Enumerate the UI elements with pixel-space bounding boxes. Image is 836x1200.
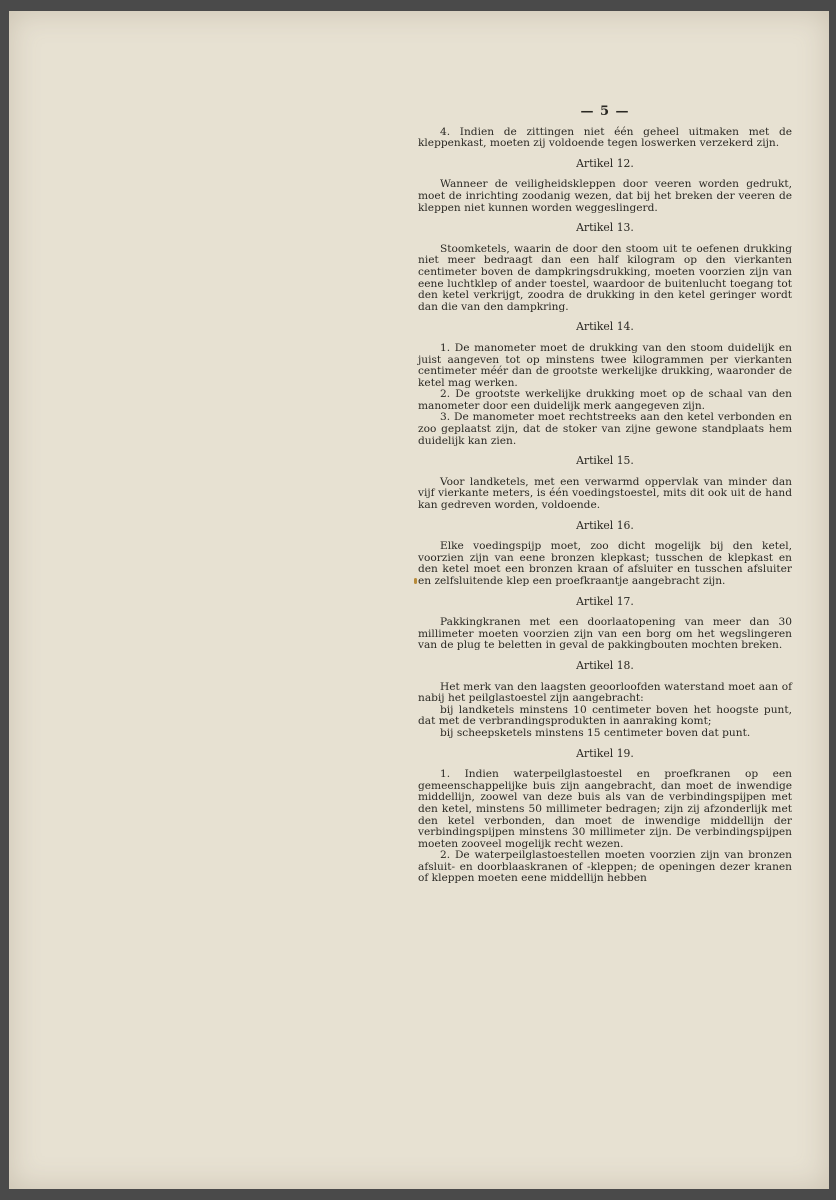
article-paragraph: bij landketels minstens 10 centimeter boven het hoogste punt, dat met de verbrandingsprodukten in aanraking komt;: [418, 703, 792, 728]
text-column: [418, 106, 792, 885]
article-heading: Artikel 15.: [576, 454, 634, 468]
document-page: [9, 11, 829, 1189]
article-section: [418, 158, 792, 214]
ink-spot: [414, 578, 417, 584]
article-section: [418, 660, 792, 740]
article-section: [418, 321, 792, 447]
article-section: [418, 520, 792, 588]
article-heading: Artikel 19.: [576, 746, 634, 760]
article-paragraph: Wanneer de veiligheidskleppen door veeren worden gedrukt, moet de inrichting zoodanig wezen, dat bij het breken der veeren de kleppen niet kunnen worden weggeslingerd.: [418, 178, 792, 214]
article-section: [418, 748, 792, 886]
article-paragraph: 1. Indien waterpeilglastoestel en proefkranen op een gemeenschappelijke buis zijn aangebracht, dan moet de inwendige middellijn, zoowel van deze buis als van de verbindingspijpen met den ketel, minstens 50 millimeter bedragen; zijn zij afzonderlijk met den ketel verbonden, dan moet de inwendige middellijn der verbindingspijpen minstens 30 millimeter zijn. De verbindingspijpen moeten zooveel mogelijk recht wezen.: [418, 768, 792, 850]
article-paragraph: Het merk van den laagsten geoorloofden waterstand moet aan of nabij het peilglastoestel zijn aangebracht:: [418, 680, 792, 705]
article-paragraph: Stoomketels, waarin de door den stoom uit te oefenen drukking niet meer bedraagt dan een half kilogram op den vierkanten centimeter boven de dampkringsdrukking, moeten voorzien zijn van eene luchtklep of ander toestel, waardoor de buitenlucht toegang tot den ketel verkrijgt, zoodra de drukking in den ketel geringer wordt dan die van den dampkring.: [418, 242, 792, 313]
article-heading: Artikel 16.: [576, 518, 634, 532]
article-section: [418, 596, 792, 652]
article-paragraph: bij scheepsketels minstens 15 centimeter boven dat punt.: [440, 726, 751, 739]
article-section: [418, 455, 792, 511]
article-paragraph: 3. De manometer moet rechtstreeks aan den ketel verbonden en zoo geplaatst zijn, dat de stoker van zijne gewone standplaats hem duidelijk kan zien.: [418, 411, 792, 447]
intro-paragraph: 4. Indien de zittingen niet één geheel uitmaken met de kleppenkast, moeten zij voldoende tegen loswerken verzekerd zijn.: [418, 125, 792, 150]
article-heading: Artikel 13.: [576, 221, 634, 235]
article-heading: Artikel 17.: [576, 594, 634, 608]
article-heading: Artikel 14.: [576, 320, 634, 334]
article-heading: Artikel 18.: [576, 658, 634, 672]
article-paragraph: 2. De grootste werkelijke drukking moet op de schaal van den manometer door een duidelijk merk aangegeven zijn.: [418, 388, 792, 412]
article-heading: Artikel 12.: [576, 156, 634, 170]
article-paragraph: Pakkingkranen met een doorlaatopening van meer dan 30 millimeter moeten voorzien zijn van een borg om het wegslingeren van de plug te beletten in geval de pakkingbouten mochten breken.: [418, 616, 792, 652]
article-paragraph: Voor landketels, met een verwarmd oppervlak van minder dan vijf vierkante meters, is één voedingstoestel, mits dit ook uit de hand kan gedreven worden, voldoende.: [418, 475, 792, 512]
article-paragraph: 1. De manometer moet de drukking van den stoom duidelijk en juist aangeven tot op minstens twee kilogrammen per vierkanten centimeter méér dan de grootste werkelijke drukking, waaronder de ketel mag werken.: [418, 341, 792, 389]
page-number: — 5 —: [580, 104, 630, 119]
article-paragraph: 2. De waterpeilglastoestellen moeten voorzien zijn van bronzen afsluit- en doorblaaskranen of -kleppen; de openingen dezer kranen of kleppen moeten eene middellijn hebben: [418, 849, 792, 885]
articles-list: [418, 158, 792, 885]
article-section: [418, 222, 792, 313]
article-paragraph: Elke voedingspijp moet, zoo dicht mogelijk bij den ketel, voorzien zijn van eene bronzen klepkast; tusschen de klepkast en den ketel moet een bronzen kraan of afsluiter en tusschen afsluiter en zelfsluitende klep een proefkraantje aangebracht zijn.: [418, 540, 792, 587]
